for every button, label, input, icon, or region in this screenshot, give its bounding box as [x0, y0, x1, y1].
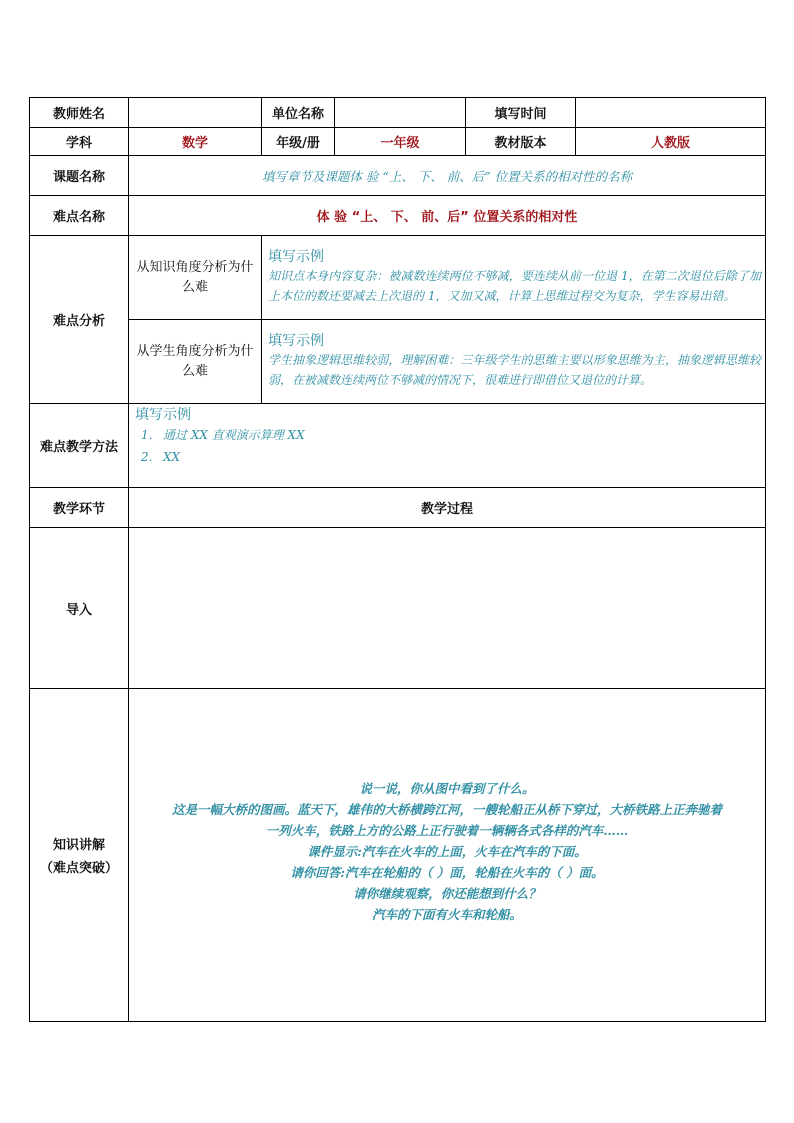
method-number: 1. [141, 428, 153, 442]
story-line: 请你继续观察，你还能想到什么？ [353, 885, 541, 901]
student-angle-label: 从学生角度分析为什么难 [136, 343, 254, 379]
knowledge-angle-cell-content [262, 236, 766, 320]
teaching-stage-label: 教学环节 [30, 488, 129, 528]
knowledge-angle-hint: 填写示例 [268, 248, 324, 265]
teaching-process-label: 教学过程 [129, 488, 766, 528]
story-line: 课件显示:汽车在火车的上面，火车在汽车的下面。 [307, 843, 587, 859]
teaching-method-label: 难点教学方法 [30, 404, 129, 488]
textbook-version-label: 教材版本 [466, 128, 576, 156]
teaching-method-hint: 填写示例 [135, 407, 191, 423]
method-text: XX [163, 450, 181, 464]
story-line: 说一说，你从图中看到了什么。 [359, 780, 535, 796]
knowledge-angle-cell [129, 236, 262, 320]
knowledge-explanation-content [129, 689, 766, 1022]
student-angle-cell-content [262, 320, 766, 404]
lesson-plan-form [29, 97, 766, 1022]
subject-value: 数学 [129, 128, 262, 156]
student-angle-hint: 填写示例 [268, 332, 324, 349]
grade-value: 一年级 [335, 128, 466, 156]
teacher-name-label: 教师姓名 [30, 98, 129, 128]
fill-date-field[interactable] [576, 98, 766, 128]
difficulty-name-label: 难点名称 [30, 196, 129, 236]
fill-date-label: 填写时间 [466, 98, 576, 128]
grade-label: 年级/册 [262, 128, 335, 156]
difficulty-analysis-label: 难点分析 [30, 236, 129, 404]
method-text: 通过 XX 直观演示算理 XX [163, 428, 305, 442]
knowledge-angle-text: 知识点本身内容复杂：被减数连续两位不够减，要连续从前一位退 1，在第二次退位后除了加上本位的数还要减去上次退的 1，又加又减，计算上思维过程交为复杂，学生容易出错。 [268, 268, 761, 303]
story-line: 这是一幅大桥的图画。蓝天下，雄伟的大桥横跨江河，一艘轮船正从桥下穿过，大桥铁路上正奔驰着 [171, 801, 722, 817]
knowledge-angle-label: 从知识角度分析为什么难 [136, 259, 254, 295]
teaching-method-content [129, 404, 766, 488]
difficulty-breakthrough-label: （难点突破） [39, 861, 118, 876]
story-line: 一列火车，铁路上方的公路上正行驶着一辆辆各式各样的汽车…… [265, 822, 629, 838]
story-line: 汽车的下面有火车和轮船。 [371, 906, 522, 922]
teacher-name-field[interactable] [129, 98, 262, 128]
knowledge-explanation-label: 知识讲解 [52, 838, 105, 853]
subject-label: 学科 [30, 128, 129, 156]
lesson-title-value: 填写章节及课题体 验 “上、 下、 前、后” 位置关系的相对性的名称 [129, 156, 766, 196]
intro-label: 导入 [30, 528, 129, 689]
knowledge-explanation-cell [30, 689, 129, 1022]
textbook-version-value: 人教版 [576, 128, 766, 156]
intro-content[interactable] [129, 528, 766, 689]
method-number: 2. [141, 450, 153, 464]
method-item [135, 424, 761, 446]
lesson-title-label: 课题名称 [30, 156, 129, 196]
story-line: 请你回答:汽车在轮船的（ ）面，轮船在火车的（ ）面。 [290, 864, 604, 880]
story-block [129, 778, 765, 925]
method-item [135, 446, 761, 468]
unit-name-field[interactable] [335, 98, 466, 128]
unit-name-label: 单位名称 [262, 98, 335, 128]
difficulty-name-value: 体 验 “上、 下、 前、后” 位置关系的相对性 [129, 196, 766, 236]
student-angle-cell [129, 320, 262, 404]
student-angle-text: 学生抽象逻辑思维较弱，理解困难：三年级学生的思维主要以形象思维为主，抽象逻辑思维较弱，在被减数连续两位不够减的情况下，很难进行即借位又退位的计算。 [268, 352, 761, 387]
